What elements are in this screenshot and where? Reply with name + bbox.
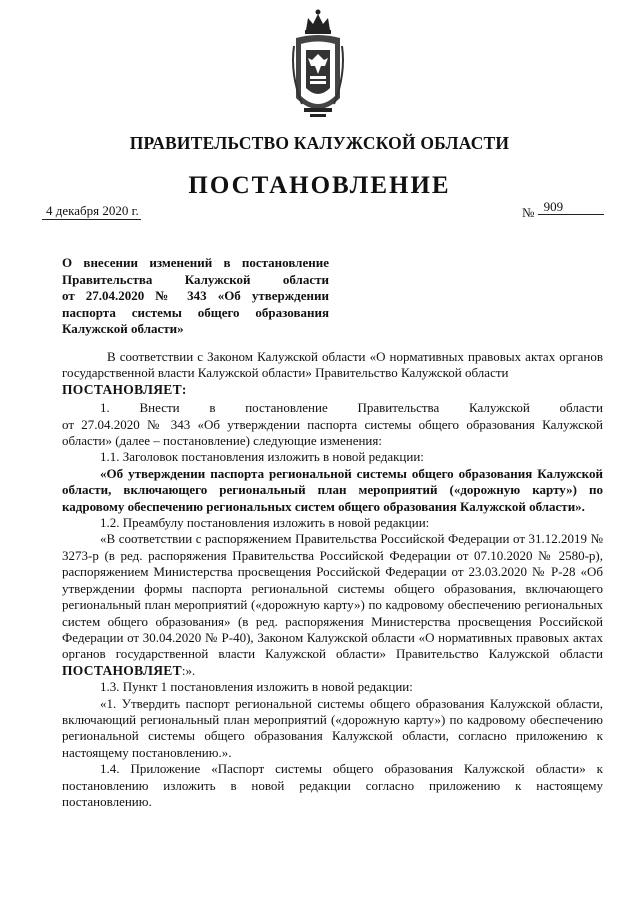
subject-line: О внесении изменений в постановление — [62, 255, 329, 270]
item-1-rest: от 27.04.2020 № 343 «Об утверждении паспорта системы общего образования Калужской области» (далее – постановление) следующие изменения: — [62, 416, 603, 449]
decree-line — [62, 382, 603, 398]
subject-line: Калужской области» — [62, 321, 184, 336]
document-date: 4 декабря 2020 г. — [42, 204, 141, 220]
decree-word: ПОСТАНОВЛЯЕТ: — [62, 381, 187, 397]
subject-line: паспорта системы общего образования — [62, 304, 329, 320]
document-body — [62, 349, 603, 810]
item-1-1-quote: «Об утверждении паспорта региональной системы общего образования Калужской области, включающего региональный план мероприятий («дорожную карту») по кадровому обеспечению региональных систем общего образования Калужской области». — [62, 465, 603, 514]
subject-line: от 27.04.2020 № 343 «Об утверждении — [62, 288, 329, 303]
subject-line: Правительства Калужской области — [62, 271, 329, 287]
number-value: 909 — [538, 200, 604, 215]
item-1-2-decree-tail: :». — [181, 662, 196, 678]
intro-text: В соответствии с Законом Калужской области «О нормативных правовых актах органов государственной власти Калужской области» Правительство Калужской области — [62, 349, 603, 381]
item-1-1: 1.1. Заголовок постановления изложить в новой редакции: — [100, 449, 424, 465]
item-1-3-quote: «1. Утвердить паспорт региональной системы общего образования Калужской области, включающий региональный план мероприятий («дорожную карту») по кадровому обеспечению региональной системы общего образования Калужской области, согласно приложению к настоящему постановлению.». — [62, 695, 603, 760]
coat-of-arms-icon — [288, 8, 348, 126]
item-1-2-quote-text: «В соответствии с распоряжением Правительства Российской Федерации от 31.12.2019 № 3273-р (в ред. распоряжения Правительства Российской Федерации от 07.10.2020 № 2580-р), распоряжением Министерства просвещения Российской Федерации от 23.03.2020 № Р-28 «Об утверждении формы паспорта региональной системы общего образования, включающего региональный план мероприятий («дорожную карту») по кадровому обеспечению региональных систем общего образования» (в ред. распоряжения Министерства просвещения Российской Федерации от 30.04.2020 № Р-40), Законом Калужской области «О нормативных правовых актах органов государственной власти Калужской области» Правительство Калужской области — [62, 531, 603, 662]
number-label: № — [522, 205, 535, 220]
government-title: ПРАВИТЕЛЬСТВО КАЛУЖСКОЙ ОБЛАСТИ — [129, 133, 510, 153]
intro-paragraph — [62, 349, 603, 382]
item-1-2-quote — [62, 531, 603, 679]
document-subject — [62, 255, 329, 338]
item-1-first-line: 1. Внести в постановление Правительства Калужской области — [100, 400, 603, 416]
item-1-2-decree: ПОСТАНОВЛЯЕТ — [62, 662, 182, 678]
item-1-3: 1.3. Пункт 1 постановления изложить в новой редакции: — [100, 679, 413, 695]
item-1 — [62, 400, 603, 449]
document-type-heading: ПОСТАНОВЛЕНИЕ — [188, 172, 451, 199]
item-1-4: 1.4. Приложение «Паспорт системы общего образования Калужской области» к постановлению изложить в новой редакции согласно приложению к настоящему постановлению. — [62, 761, 603, 809]
item-1-2: 1.2. Преамбулу постановления изложить в новой редакции: — [100, 515, 430, 531]
document-number — [522, 199, 604, 221]
